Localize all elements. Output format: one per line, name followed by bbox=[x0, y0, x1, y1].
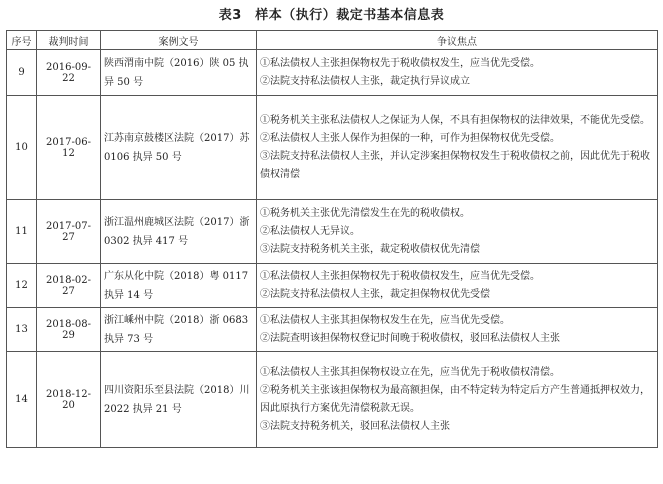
dispute-point: ②税务机关主张该担保物权为最高额担保，由不特定转为特定后方产生普通抵押权效力，因此原执行方案优先清偿税款无误。 bbox=[260, 384, 650, 414]
row-date: 2018-08-29 bbox=[37, 308, 101, 352]
row-date: 2018-02-27 bbox=[37, 264, 101, 308]
dispute-point: ①税务机关主张优先清偿发生在先的税收债权。 bbox=[260, 207, 470, 219]
row-seq: 9 bbox=[7, 50, 37, 96]
row-date: 2017-07-27 bbox=[37, 200, 101, 264]
table-header-row bbox=[7, 31, 658, 50]
row-dispute bbox=[257, 264, 658, 308]
row-seq: 10 bbox=[7, 96, 37, 200]
dispute-point: ③法院支持税务机关主张，裁定税收债权优先清偿 bbox=[260, 243, 480, 255]
row-case-number: 四川资阳乐至县法院（2018）川 2022 执异 21 号 bbox=[101, 352, 257, 448]
row-dispute bbox=[257, 50, 658, 96]
header-case-number: 案例文号 bbox=[101, 31, 257, 50]
dispute-point: ①私法债权人主张其担保物权设立在先，应当优先于税收债权清偿。 bbox=[260, 366, 560, 378]
dispute-point: ②私法债权人无异议。 bbox=[260, 225, 360, 237]
dispute-point: ③法院支持税务机关，驳回私法债权人主张 bbox=[260, 420, 450, 432]
dispute-point: ①私法债权人主张担保物权先于税收债权发生，应当优先受偿。 bbox=[260, 57, 540, 69]
dispute-point: ②法院查明该担保物权登记时间晚于税收债权，驳回私法债权人主张 bbox=[260, 332, 560, 344]
dispute-point: ②法院支持私法债权人主张，裁定担保物权优先受偿 bbox=[260, 288, 490, 300]
dispute-point: ②法院支持私法债权人主张，裁定执行异议成立 bbox=[260, 75, 470, 87]
case-info-table bbox=[6, 30, 658, 448]
row-case-number: 陕西渭南中院（2016）陕 05 执异 50 号 bbox=[101, 50, 257, 96]
row-date: 2016-09-22 bbox=[37, 50, 101, 96]
row-case-number: 浙江嵊州中院（2018）浙 0683 执异 73 号 bbox=[101, 308, 257, 352]
dispute-point: ①私法债权人主张担保物权先于税收债权发生，应当优先受偿。 bbox=[260, 270, 540, 282]
table-row bbox=[7, 50, 658, 96]
row-date: 2018-12-20 bbox=[37, 352, 101, 448]
header-date: 裁判时间 bbox=[37, 31, 101, 50]
dispute-point: ①税务机关主张私法债权人之保证为人保，不具有担保物权的法律效果，不能优先受偿。 bbox=[260, 114, 650, 126]
header-seq: 序号 bbox=[7, 31, 37, 50]
row-date: 2017-06-12 bbox=[37, 96, 101, 200]
table-row bbox=[7, 264, 658, 308]
table-row bbox=[7, 308, 658, 352]
table-row bbox=[7, 96, 658, 200]
header-dispute: 争议焦点 bbox=[257, 31, 658, 50]
table-row bbox=[7, 200, 658, 264]
row-dispute bbox=[257, 352, 658, 448]
row-seq: 14 bbox=[7, 352, 37, 448]
row-seq: 11 bbox=[7, 200, 37, 264]
table-row bbox=[7, 352, 658, 448]
row-dispute bbox=[257, 200, 658, 264]
row-case-number: 浙江温州鹿城区法院（2017）浙 0302 执异 417 号 bbox=[101, 200, 257, 264]
row-case-number: 广东从化中院（2018）粤 0117 执异 14 号 bbox=[101, 264, 257, 308]
row-dispute bbox=[257, 308, 658, 352]
row-dispute bbox=[257, 96, 658, 200]
row-seq: 13 bbox=[7, 308, 37, 352]
row-case-number: 江苏南京鼓楼区法院（2017）苏 0106 执异 50 号 bbox=[101, 96, 257, 200]
dispute-point: ③法院支持私法债权人主张，并认定涉案担保物权发生于税收债权之前，因此优先于税收债权清偿 bbox=[260, 150, 650, 180]
dispute-point: ②私法债权人主张人保作为担保的一种，可作为担保物权优先受偿。 bbox=[260, 132, 560, 144]
dispute-point: ①私法债权人主张其担保物权发生在先，应当优先受偿。 bbox=[260, 314, 510, 326]
table-title: 表3 样本（执行）裁定书基本信息表 bbox=[218, 8, 445, 23]
row-seq: 12 bbox=[7, 264, 37, 308]
